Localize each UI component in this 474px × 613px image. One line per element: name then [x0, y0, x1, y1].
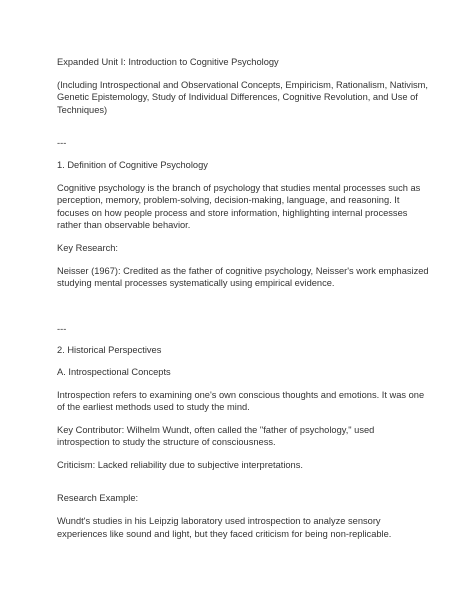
section-1-heading: 1. Definition of Cognitive Psychology: [57, 159, 208, 170]
subsection-a-heading: A. Introspectional Concepts: [57, 366, 171, 377]
document-subtitle: (Including Introspectional and Observational Concepts, Empiricism, Rationalism, Nativism, Genetic Epistemology, Study of Individual Differences, Cognitive Revolution, and Use of Techniques): [57, 79, 428, 115]
key-research-paragraph: Neisser (1967): Credited as the father of cognitive psychology, Neisser's work emphasized studying mental processes systematically using empirical evidence.: [57, 265, 429, 289]
document-title: Expanded Unit I: Introduction to Cognitive Psychology: [57, 57, 279, 67]
document-body: [57, 56, 429, 540]
research-example-paragraph: Wundt's studies in his Leipzig laboratory used introspection to analyze sensory experiences like sound and light, but they faced criticism for being non-replicable.: [57, 516, 392, 539]
key-research-label: Key Research:: [57, 242, 118, 253]
research-example-label: Research Example:: [57, 493, 139, 504]
separator: ---: [57, 138, 67, 149]
section-2-heading: 2. Historical Perspectives: [57, 345, 162, 356]
key-contributor-paragraph: Key Contributor: Wilhelm Wundt, often called the "father of psychology," used introspection to study the structure of consciousness.: [57, 424, 375, 448]
criticism-paragraph: Criticism: Lacked reliability due to subjective interpretations.: [57, 459, 303, 470]
section-1-paragraph: Cognitive psychology is the branch of psychology that studies mental processes such as perception, memory, problem-solving, decision-making, language, and reasoning. It focuses on how people process and store information, highlighting internal processes rather than observable behavior.: [57, 182, 421, 231]
separator: ---: [57, 323, 67, 334]
introspection-paragraph: Introspection refers to examining one's own conscious thoughts and emotions. It was one of the earliest methods used to study the mind.: [57, 389, 425, 413]
